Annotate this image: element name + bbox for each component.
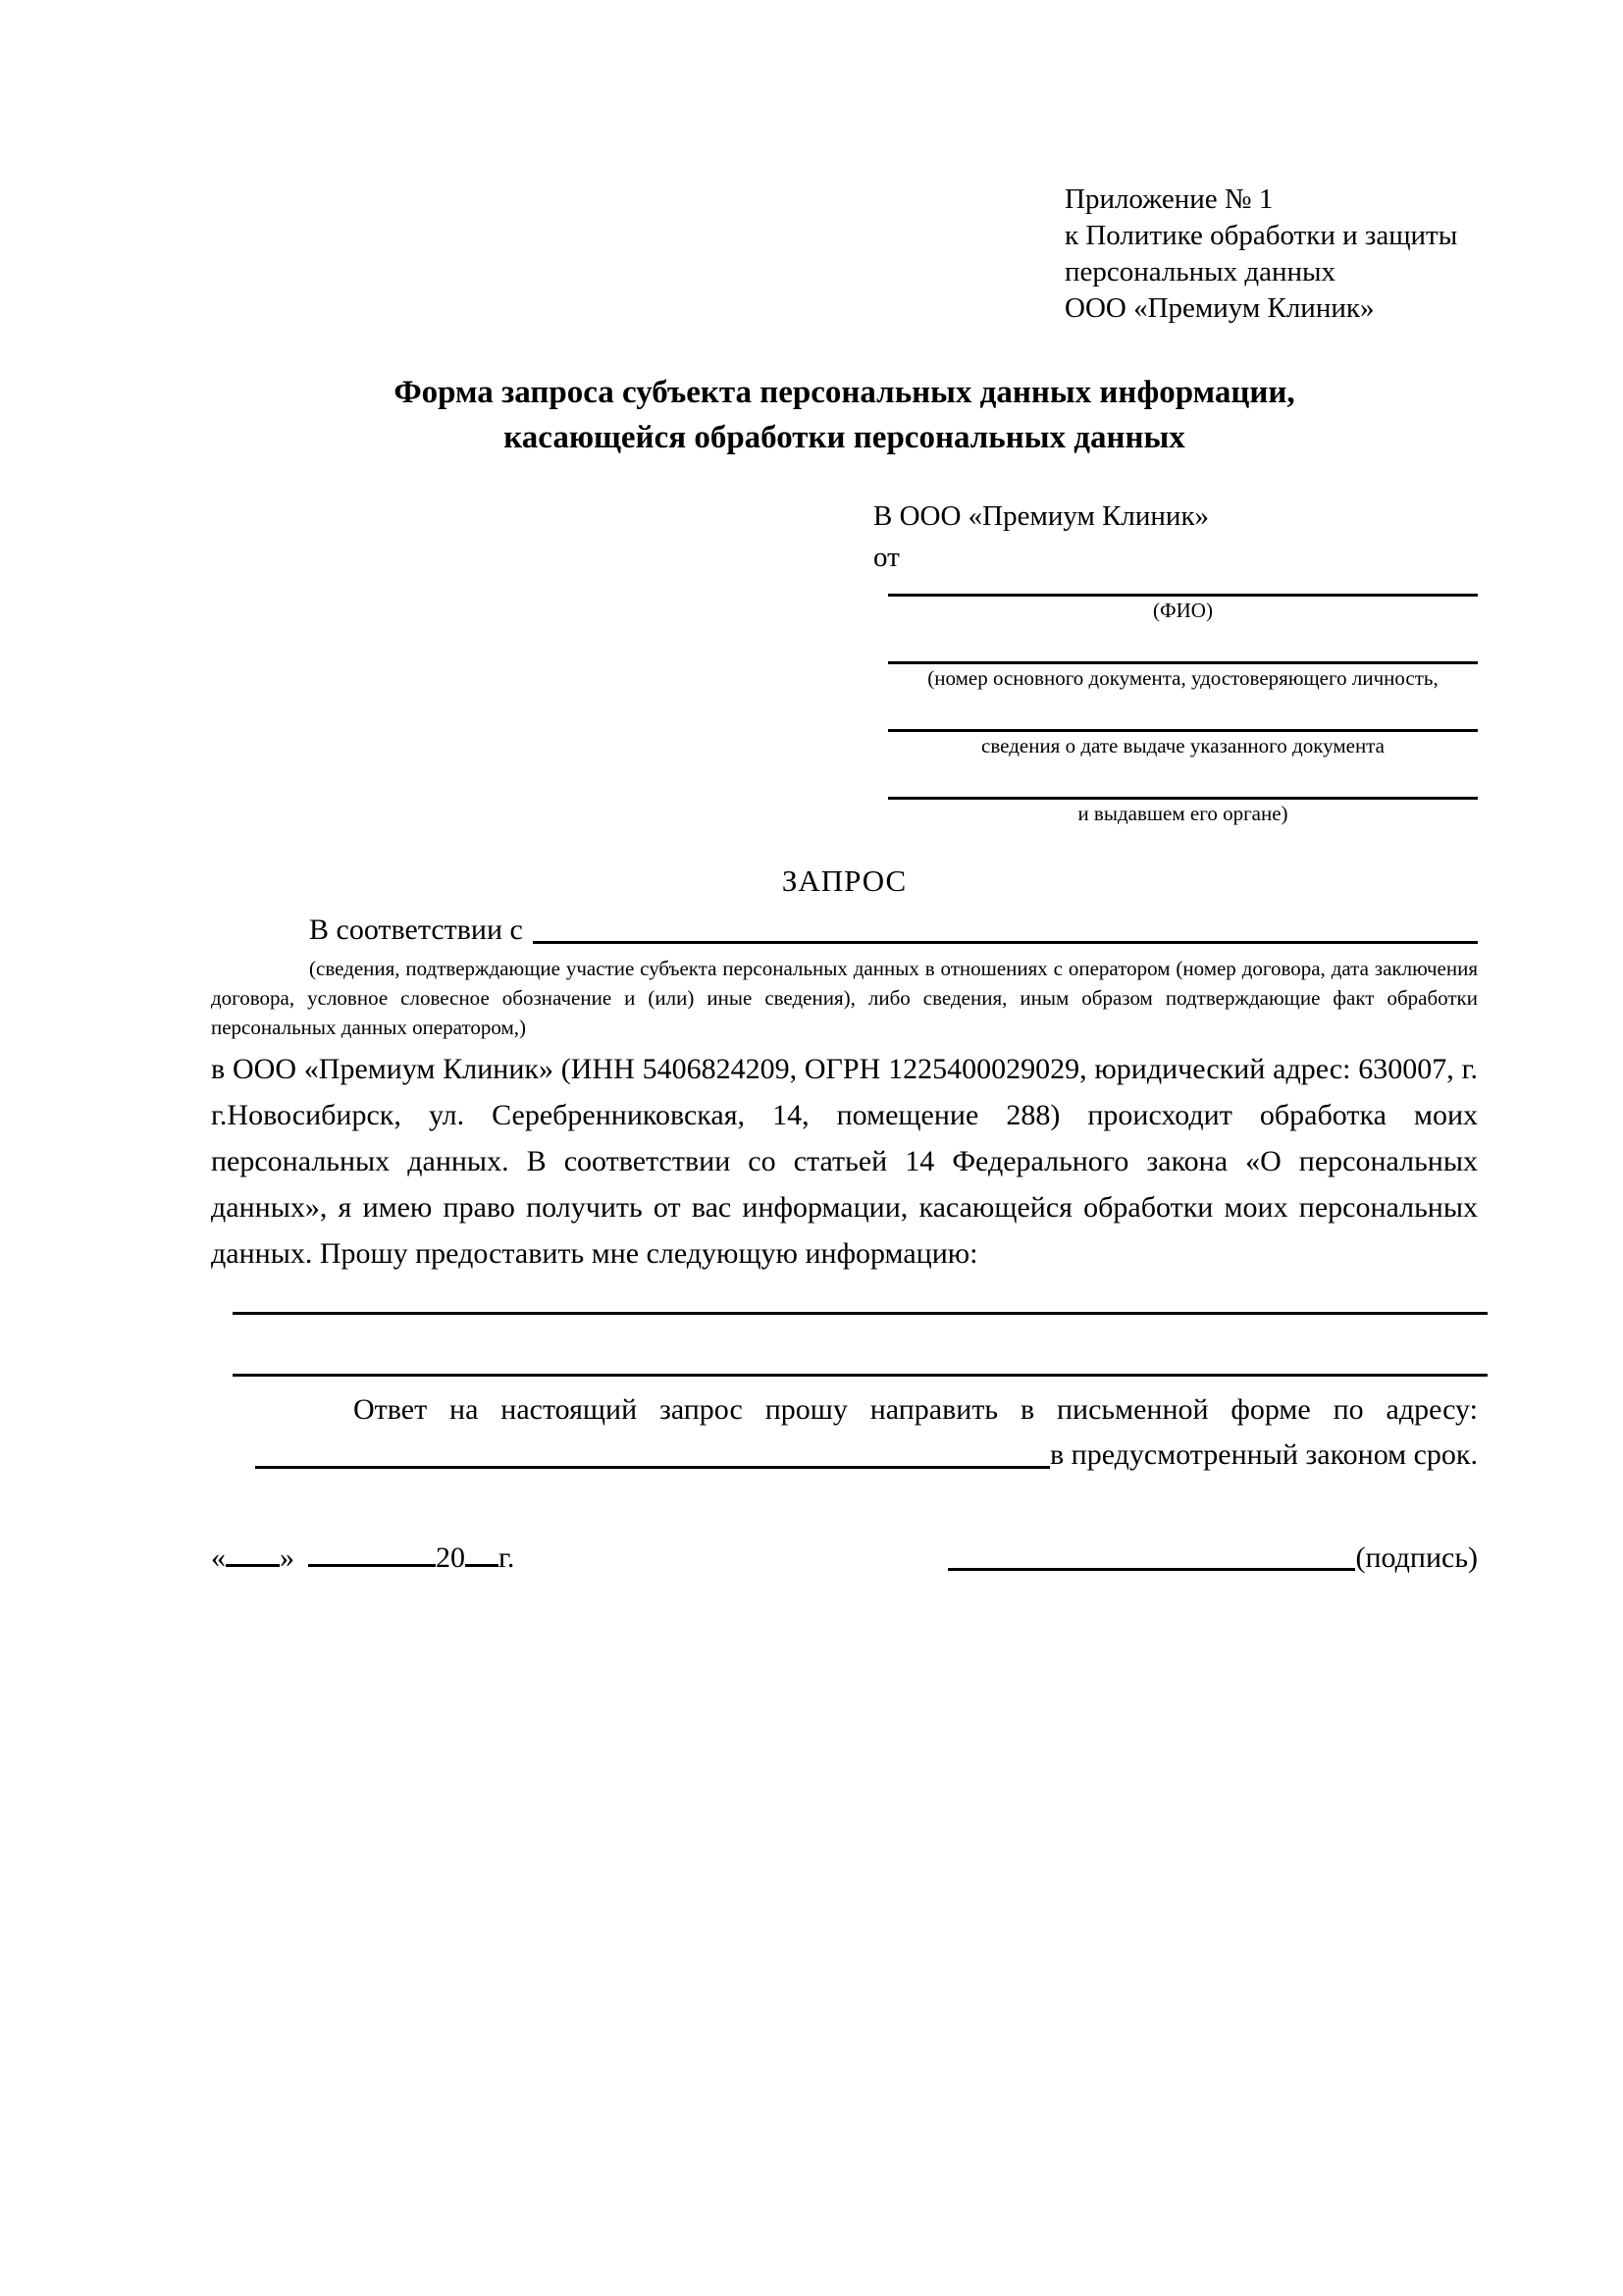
fio-input-line[interactable] [888, 578, 1478, 597]
issuing-authority-caption: и выдавшем его органе) [1077, 802, 1288, 825]
page-title-line: Форма запроса субъекта персональных данных информации, [393, 375, 1295, 410]
reply-address-input-line[interactable] [255, 1466, 1050, 1469]
addressee-from-label: от [873, 542, 900, 573]
reply-instruction-suffix: в предусмотренный законом срок. [1050, 1438, 1478, 1471]
document-number-field [888, 624, 1478, 692]
request-heading: ЗАПРОС [781, 863, 908, 898]
issue-date-field [888, 692, 1478, 759]
date-day-input-line[interactable] [226, 1560, 280, 1567]
document-number-input-line[interactable] [888, 624, 1478, 664]
requested-info-input-line[interactable] [233, 1315, 1488, 1377]
reply-address-row [211, 1433, 1478, 1477]
issuing-authority-field [888, 759, 1478, 827]
requested-info-input-line[interactable] [233, 1277, 1488, 1315]
date-year-prefix: 20 [436, 1541, 465, 1574]
date-month-input-line[interactable] [308, 1560, 436, 1567]
appendix-line: к Политике обработки и защиты [1065, 220, 1458, 251]
basis-input-line[interactable] [533, 941, 1478, 944]
appendix-line: персональных данных [1065, 256, 1336, 287]
appendix-line: ООО «Премиум Клиник» [1065, 292, 1375, 324]
page-title-line: касающейся обработки персональных данных [503, 420, 1185, 455]
reply-instruction: Ответ на настоящий запрос прошу направить в письменной форме по адресу: [353, 1393, 1478, 1426]
appendix-block [1065, 182, 1478, 327]
fio-caption: (ФИО) [1153, 599, 1213, 622]
appendix-line: Приложение № 1 [1065, 183, 1274, 215]
signature-field [948, 1538, 1478, 1579]
date-open-quote: « [211, 1541, 226, 1574]
issue-date-caption: сведения о дате выдаче указанного документа [981, 734, 1385, 757]
document-number-caption: (номер основного документа, удостоверяющего личность, [927, 666, 1439, 690]
date-year-suffix: г. [498, 1541, 515, 1574]
footer-row [211, 1538, 1478, 1579]
date-field [211, 1538, 514, 1579]
fio-field [888, 578, 1478, 624]
basis-row [211, 908, 1478, 952]
addressee-block [873, 496, 1478, 827]
addressee-to: В ООО «Премиум Клиник» [873, 500, 1210, 532]
signature-caption: (подпись) [1355, 1541, 1478, 1574]
request-body: в ООО «Премиум Клиник» (ИНН 5406824209, ОГРН 1225400029029, юридический адрес: 630007, г. г.Новосибирск, ул. Серебренниковская, 14, помещение 288) происходит обработка моих персональных данных. В соответствии со статьей 14 Федерального закона «О персональных данных», я имею право получить от вас информации, касающейся обработки моих персональных данных. Прошу предоставить мне следующую информацию: [211, 1053, 1478, 1270]
basis-note: (сведения, подтверждающие участие субъекта персональных данных в отношениях с оператором (номер договора, дата заключения договора, условное словесное обозначение и (или) иные сведения), либо сведения, иным образом подтверждающие факт обработки персональных данных оператором,) [211, 957, 1478, 1039]
page-title [211, 370, 1478, 460]
issue-date-input-line[interactable] [888, 692, 1478, 732]
basis-prefix: В соответствии с [309, 913, 523, 946]
signature-input-line[interactable] [948, 1568, 1355, 1571]
date-year-input-line[interactable] [465, 1560, 498, 1567]
issuing-authority-input-line[interactable] [888, 759, 1478, 800]
date-close-quote: » [280, 1541, 294, 1574]
